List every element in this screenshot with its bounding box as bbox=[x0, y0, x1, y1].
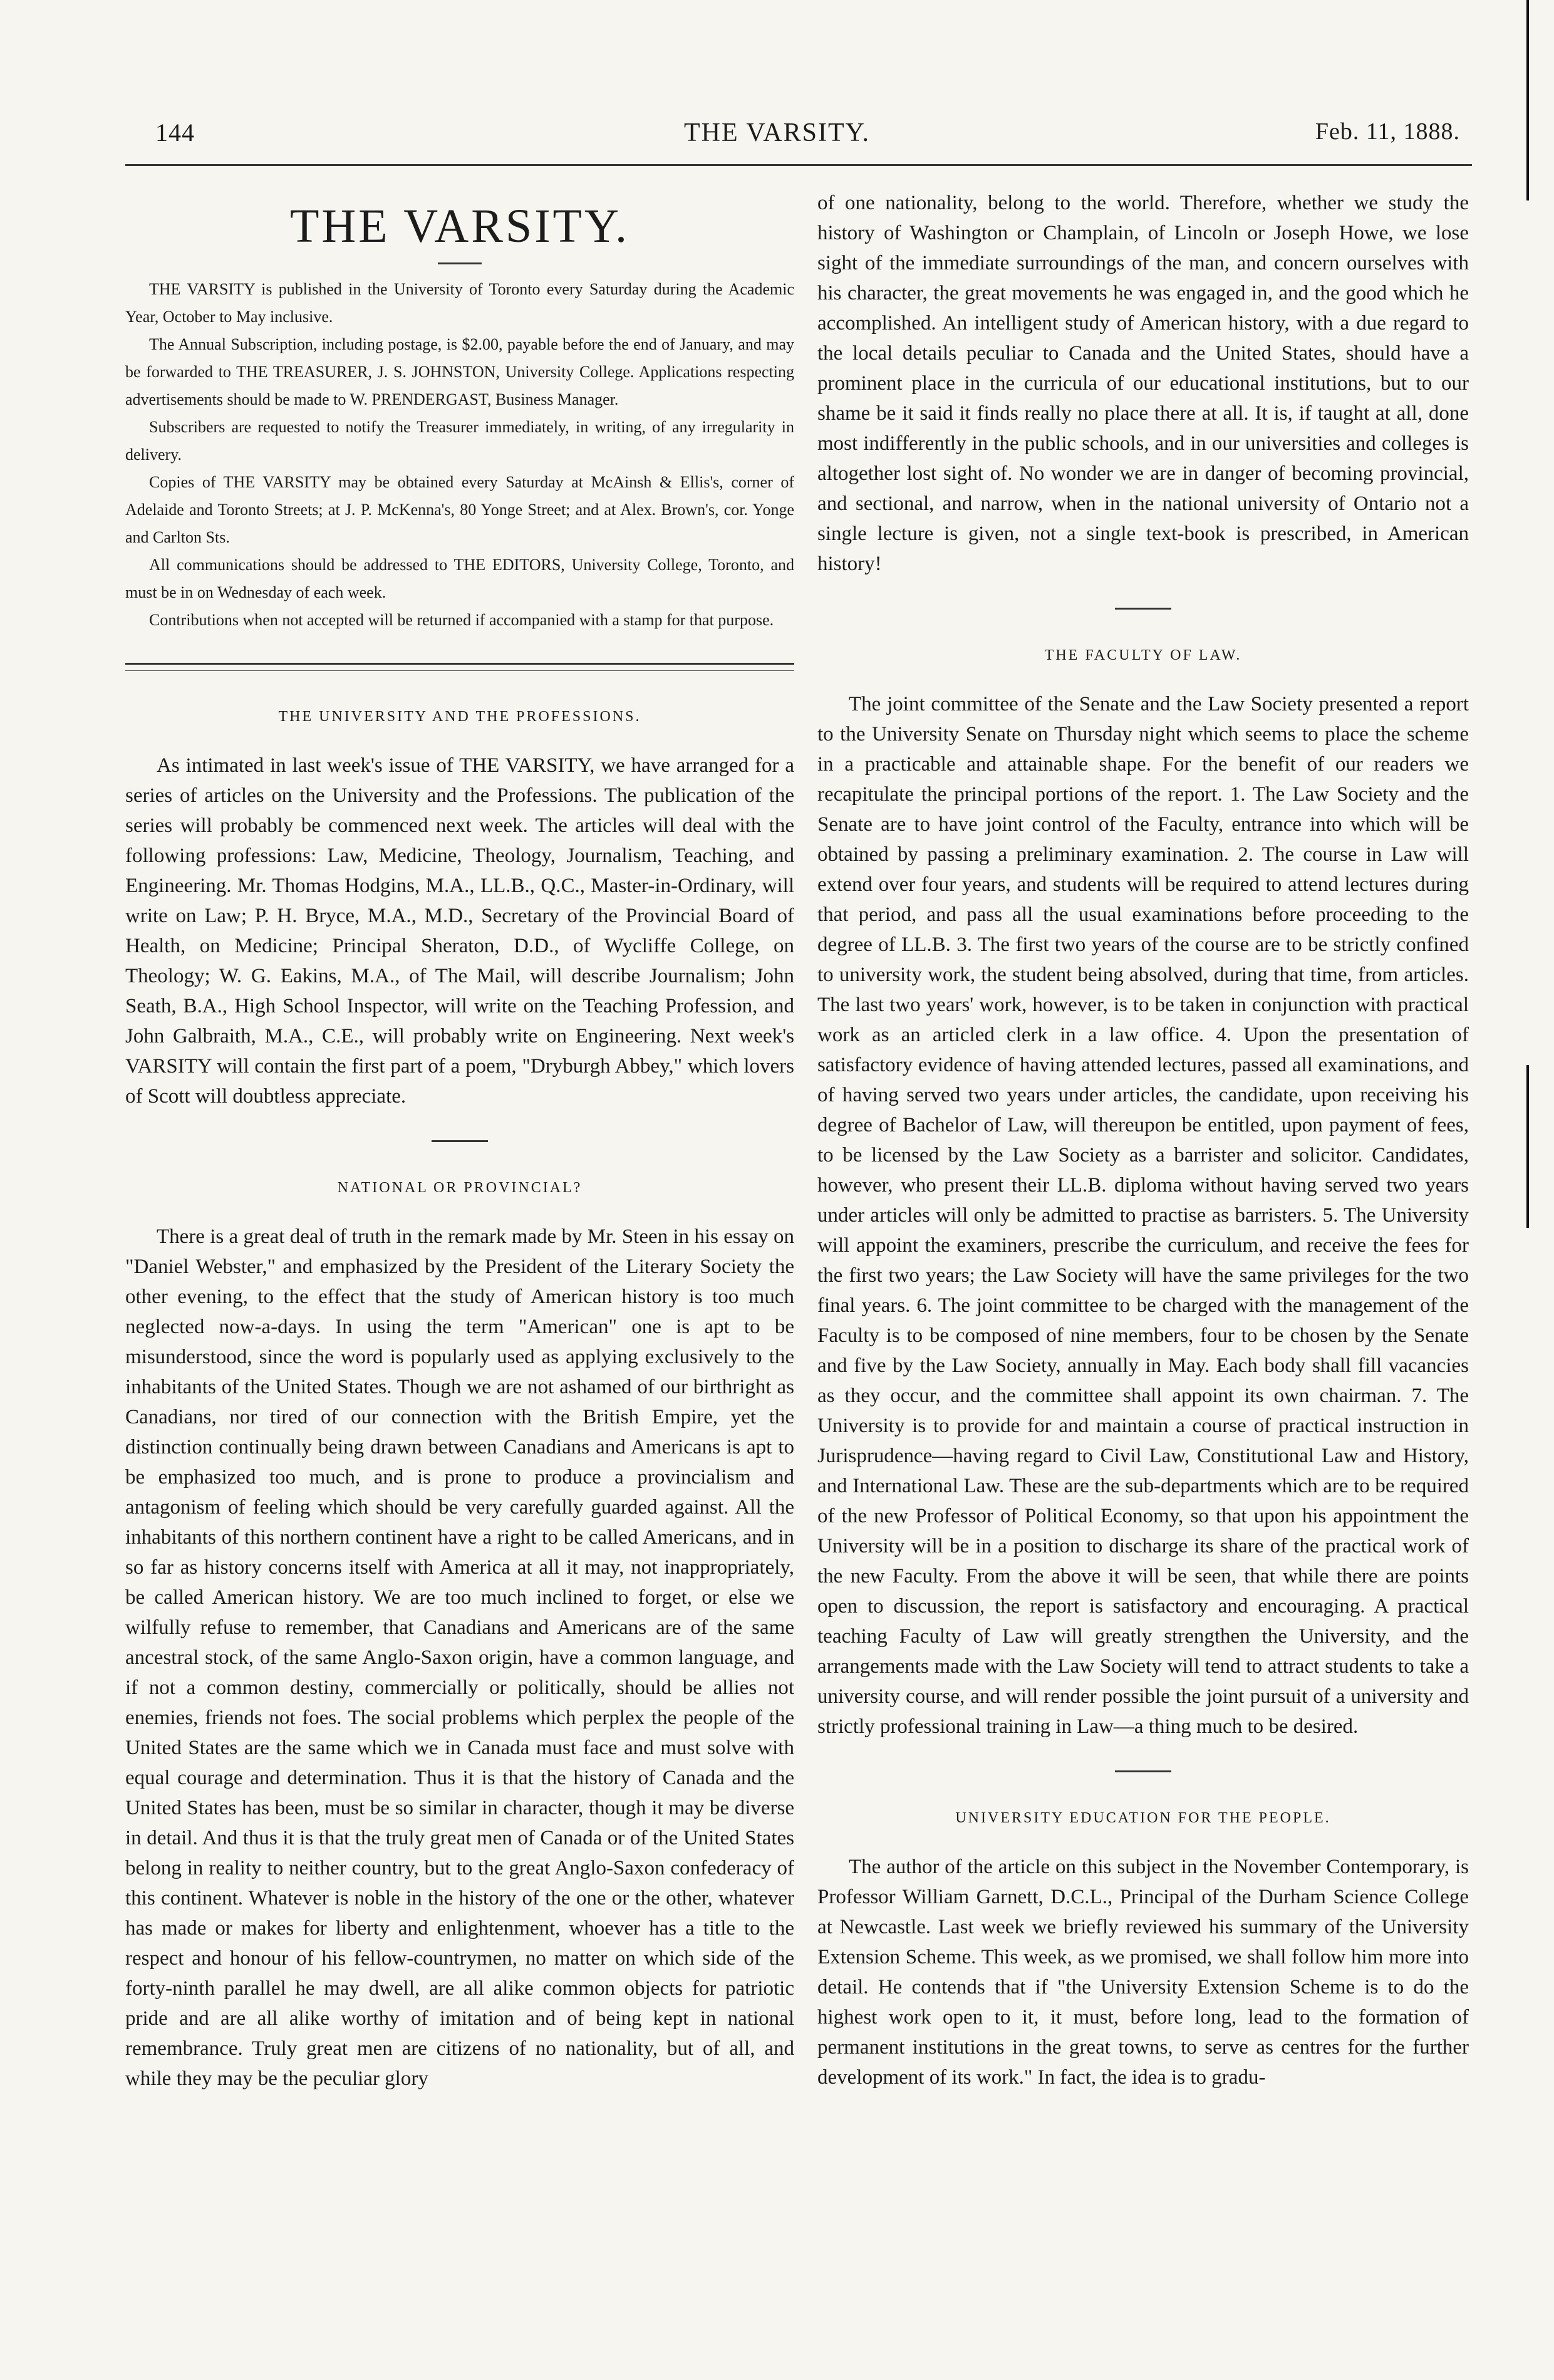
masthead-paragraph: The Annual Subscription, including postage, is $2.00, payable before the end of January, and may be forwarded to THE TREASURER, J. S. JOHNSTON, University College. Applications respecting advertisements should be made to W. PRENDERGAST, Business Manager. bbox=[125, 335, 794, 408]
article-heading: THE UNIVERSITY AND THE PROFESSIONS. bbox=[278, 709, 641, 725]
masthead-title: THE VARSITY. bbox=[289, 200, 630, 252]
page-edge-mark bbox=[1526, 0, 1529, 200]
masthead-paragraph: Subscribers are requested to notify the Treasurer immediately, in writing, of any irregularity in delivery. bbox=[125, 418, 794, 464]
article-body: There is a great deal of truth in the remark made by Mr. Steen in his essay on "Daniel Webster," and emphasized by the President of the Literary Society the other evening, to the effect that the study of American history is too much neglected now-a-days. In using the term "American" one is apt to be misunderstood, since the word is popularly used as applying exclusively to the inhabitants of the United States. Though we are not ashamed of our birthright as Canadians, nor tired of our connection with the British Empire, yet the distinction continually being drawn between Canadians and Americans is apt to be emphasized too much, and is prone to produce a provincialism and antagonism of feeling which should be very carefully guarded against. All the inhabitants of this northern continent have a right to be called Americans, and in so far as history concerns itself with America at all it may, not inappropriately, be called American history. We are too much inclined to forget, or else we wilfully refuse to remember, that Canadians and Americans are of the same ancestral stock, of the same Anglo-Saxon origin, have a common language, and if not a common destiny, commercially or politically, should be allies not enemies, friends not foes. The social problems which perplex the people of the United States are the same which we in Canada must face and must solve with equal courage and determination. Thus it is that the history of Canada and the United States has been, must be so similar in character, though it may be diverse in detail. And thus it is that the truly great men of Canada or of the United States belong in reality to neither country, but to the great Anglo-Saxon confederacy of this continent. Whatever is noble in the history of the one or the other, whatever has made or makes for liberty and enlightenment, whoever has a title to the respect and honour of his fellow-countrymen, no matter on which side of the forty-ninth parallel he may dwell, are all alike common objects for patriotic pride and are all alike worthy of imitation and of being kept in national remembrance. Truly great men are citizens of no nationality, but of all, and while they may be the peculiar glory bbox=[125, 1225, 794, 2090]
masthead-divider bbox=[438, 262, 482, 264]
issue-date: Feb. 11, 1888. bbox=[1315, 118, 1460, 145]
article-body: The author of the article on this subject in the November Contemporary, is Professor William Garnett, D.C.L., Principal of the Durham Science College at Newcastle. Last week we briefly reviewed his summary of the University Extension Scheme. This week, as we promised, we shall follow him more into detail. He contends that if "the University Extension Scheme is to do the highest work open to it, it must, before long, lead to the formation of permanent institutions in the great towns, to serve as centres for the further development of its work." In fact, the idea is to gradu- bbox=[817, 1856, 1469, 2089]
masthead-paragraph: Copies of THE VARSITY may be obtained every Saturday at McAinsh & Ellis's, corner of Adelaide and Toronto Streets; at J. P. McKenna's, 80 Yonge Street; and at Alex. Brown's, cor. Yonge and Carlton Sts. bbox=[125, 473, 794, 546]
article-heading: THE FACULTY OF LAW. bbox=[1044, 647, 1242, 663]
article-body: As intimated in last week's issue of THE VARSITY, we have arranged for a series of articles on the University and the Professions. The publication of the series will probably be commenced next week. The articles will deal with the following professions: Law, Medicine, Theology, Journalism, Teaching, and Engineering. Mr. Thomas Hodgins, M.A., LL.B., Q.C., Master-in-Ordinary, will write on Law; P. H. Bryce, M.A., M.D., Secretary of the Provincial Board of Health, on Medicine; Principal Sheraton, D.D., of Wycliffe College, on Theology; W. G. Eakins, M.A., of The Mail, will describe Journalism; John Seath, B.A., High School Inspector, will write on the Teaching Profession, and John Galbraith, M.A., C.E., will probably write on Engineering. Next week's VARSITY will contain the first part of a poem, "Dryburgh Abbey," which lovers of Scott will doubtless appreciate. bbox=[125, 754, 794, 1108]
right-column bbox=[817, 188, 1469, 2092]
page-number: 144 bbox=[155, 118, 195, 147]
article-divider bbox=[1115, 608, 1171, 610]
masthead-paragraph: THE VARSITY is published in the University of Toronto every Saturday during the Academic Year, October to May inclusive. bbox=[125, 280, 794, 326]
header-rule bbox=[125, 164, 1472, 166]
left-column bbox=[125, 188, 794, 2094]
masthead-paragraph: Contributions when not accepted will be returned if accompanied with a stamp for that purpose. bbox=[149, 611, 774, 629]
article-continuation: of one nationality, belong to the world. Therefore, whether we study the history of Washington or Champlain, of Lincoln or Joseph Howe, we lose sight of the immediate surroundings of the man, and concern ourselves with his character, the great movements he was engaged in, and the good which he accomplished. An intelligent study of American history, with a due regard to the local details peculiar to Canada and the United States, should have a prominent place in the curricula of our educational institutions, but to our shame be it said it finds really no place there at all. It is, if taught at all, done most indifferently in the public schools, and in our universities and colleges is altogether lost sight of. No wonder we are in danger of becoming provincial, and sectional, and narrow, when in the national university of Ontario not a single lecture is given, not a single text-book is prescribed, in American history! bbox=[817, 192, 1469, 575]
masthead-double-rule bbox=[125, 663, 794, 671]
article-divider bbox=[432, 1140, 488, 1142]
masthead-paragraph: All communications should be addressed to THE EDITORS, University College, Toronto, and must be in on Wednesday of each week. bbox=[125, 556, 794, 601]
article-heading: NATIONAL OR PROVINCIAL? bbox=[337, 1180, 583, 1196]
page-edge-mark bbox=[1526, 1065, 1529, 1228]
article-body: The joint committee of the Senate and the Law Society presented a report to the University Senate on Thursday night which seems to place the scheme in a practicable and attainable shape. For the benefit of our readers we recapitulate the principal portions of the report. 1. The Law Society and the Senate are to have joint control of the Faculty, entrance into which will be obtained by passing a preliminary examination. 2. The course in Law will extend over four years, and students will be required to attend lectures during that period, and pass all the usual examinations before proceeding to the degree of LL.B. 3. The first two years of the course are to be strictly confined to university work, the student being absolved, during that time, from articles. The last two years' work, however, is to be taken in conjunction with practical work as an articled clerk in a law office. 4. Upon the presentation of satisfactory evidence of having attended lectures, passed all examinations, and of having served two years under articles, the candidate, upon receiving his degree of Bachelor of Law, will thereupon be entitled, upon payment of fees, to be licensed by the Law Society as a barrister and solicitor. Candidates, however, who present their LL.B. diploma without having served two years under articles will only be admitted to practise as barristers. 5. The University will appoint the examiners, prescribe the curriculum, and receive the fees for the first two years; the Law Society will have the same privileges for the two final years. 6. The joint committee to be charged with the management of the Faculty is to be composed of nine members, four to be chosen by the Senate and five by the Law Society, annually in May. Each body shall fill vacancies as they occur, and the committee shall appoint its own chairman. 7. The University is to provide for and maintain a course of practical instruction in Jurisprudence—having regard to Civil Law, Constitutional Law and History, and International Law. These are the sub-departments which are to be required of the new Professor of Political Economy, so that upon his appointment the University will be in a position to discharge its share of the practical work of the new Faculty. From the above it will be seen, that while there are points open to discussion, the report is satisfactory and encouraging. A practical teaching Faculty of Law will greatly strengthen the University, and the arrangements made with the Law Society will tend to attract students to take a university course, and will render possible the joint pursuit of a university and strictly professional training in Law—a thing much to be desired. bbox=[817, 693, 1469, 1738]
running-title: THE VARSITY. bbox=[683, 118, 871, 147]
article-divider bbox=[1115, 1770, 1171, 1772]
article-heading: UNIVERSITY EDUCATION FOR THE PEOPLE. bbox=[955, 1810, 1331, 1826]
